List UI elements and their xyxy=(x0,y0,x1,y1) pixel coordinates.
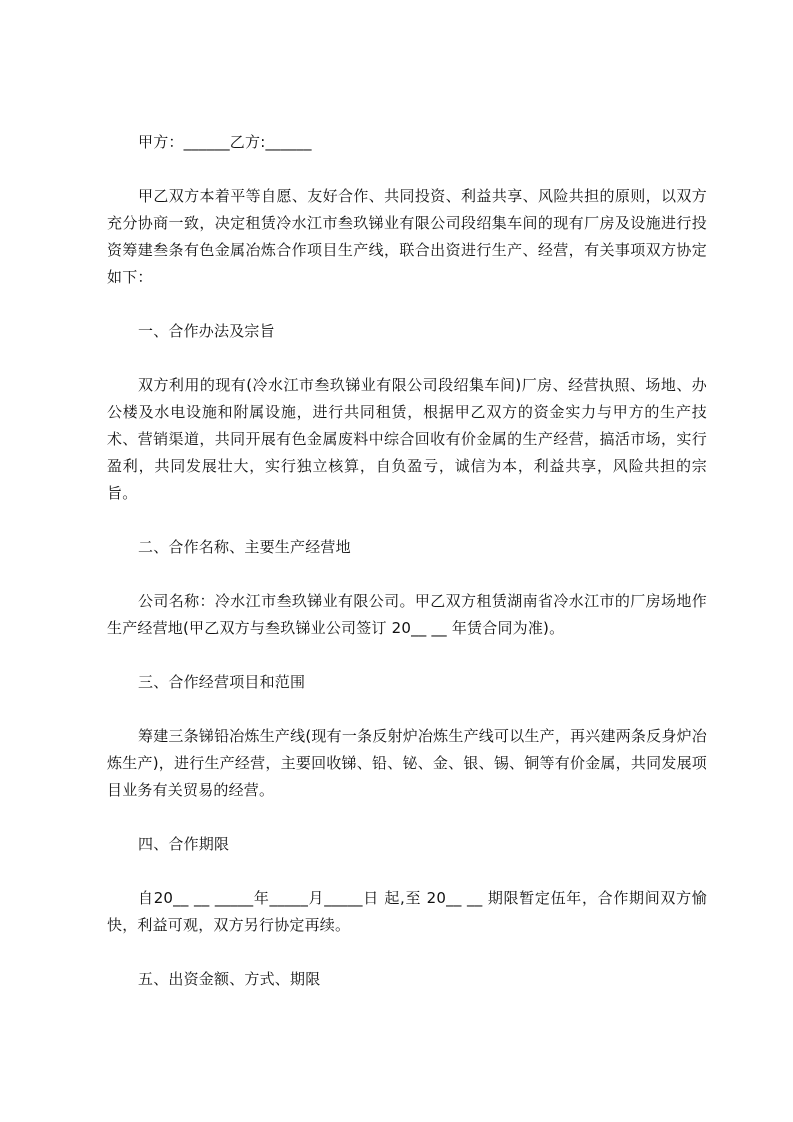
spacer xyxy=(107,345,707,372)
spacer xyxy=(107,561,707,588)
section-5-heading: 五、出资金额、方式、期限 xyxy=(138,970,321,988)
spacer xyxy=(107,507,707,534)
spacer xyxy=(107,642,707,669)
section-1-body: 双方利用的现有(冷水江市叁玖锑业有限公司段绍集车间)厂房、经营执照、场地、办公楼及水电设施和附属设施，进行共同租赁，根据甲乙双方的资金实力与甲方的生产技术、营销渠道，共同开展有色金属废料中综合回收有价金属的生产经营，搞活市场，实行盈利，共同发展壮大，实行独立核算，自负盈亏，诚信为本，利益共享，风险共担的宗旨。 xyxy=(107,376,707,502)
section-4-body: 自20__ __ _____年_____月_____日 起,至 20__ __ 期限暂定伍年，合作期间双方愉快，利益可观，双方另行协定再续。 xyxy=(107,889,707,934)
document-body xyxy=(107,129,707,993)
section-1-heading: 一、合作办法及宗旨 xyxy=(138,322,275,340)
section-3-body: 筹建三条锑铅冶炼生产线(现有一条反射炉冶炼生产线可以生产，再兴建两条反身炉冶炼生产)，进行生产经营，主要回收锑、铅、铋、金、银、锡、铜等有价金属，共同发展项目业务有关贸易的经营。 xyxy=(107,727,707,799)
spacer xyxy=(107,804,707,831)
section-2-heading: 二、合作名称、主要生产经营地 xyxy=(138,538,351,556)
spacer xyxy=(107,696,707,723)
spacer xyxy=(107,858,707,885)
spacer xyxy=(107,291,707,318)
section-2-body: 公司名称：冷水江市叁玖锑业有限公司。甲乙双方租赁湖南省冷水江市的厂房场地作生产经营地(甲乙双方与叁玖锑业公司签订 20__ __ 年赁合同为准)。 xyxy=(107,592,707,637)
section-3-heading: 三、合作经营项目和范围 xyxy=(138,673,306,691)
spacer xyxy=(107,156,707,183)
intro-paragraph: 甲乙双方本着平等自愿、友好合作、共同投资、利益共享、风险共担的原则，以双方充分协商一致，决定租赁冷水江市叁玖锑业有限公司段绍集车间的现有厂房及设施进行投资筹建叁条有色金属冶炼合作项目生产线，联合出资进行生产、经营，有关事项双方协定如下： xyxy=(107,187,707,286)
spacer xyxy=(107,939,707,966)
section-4-heading: 四、合作期限 xyxy=(138,835,230,853)
parties-line: 甲方：______乙方:______ xyxy=(138,133,312,151)
